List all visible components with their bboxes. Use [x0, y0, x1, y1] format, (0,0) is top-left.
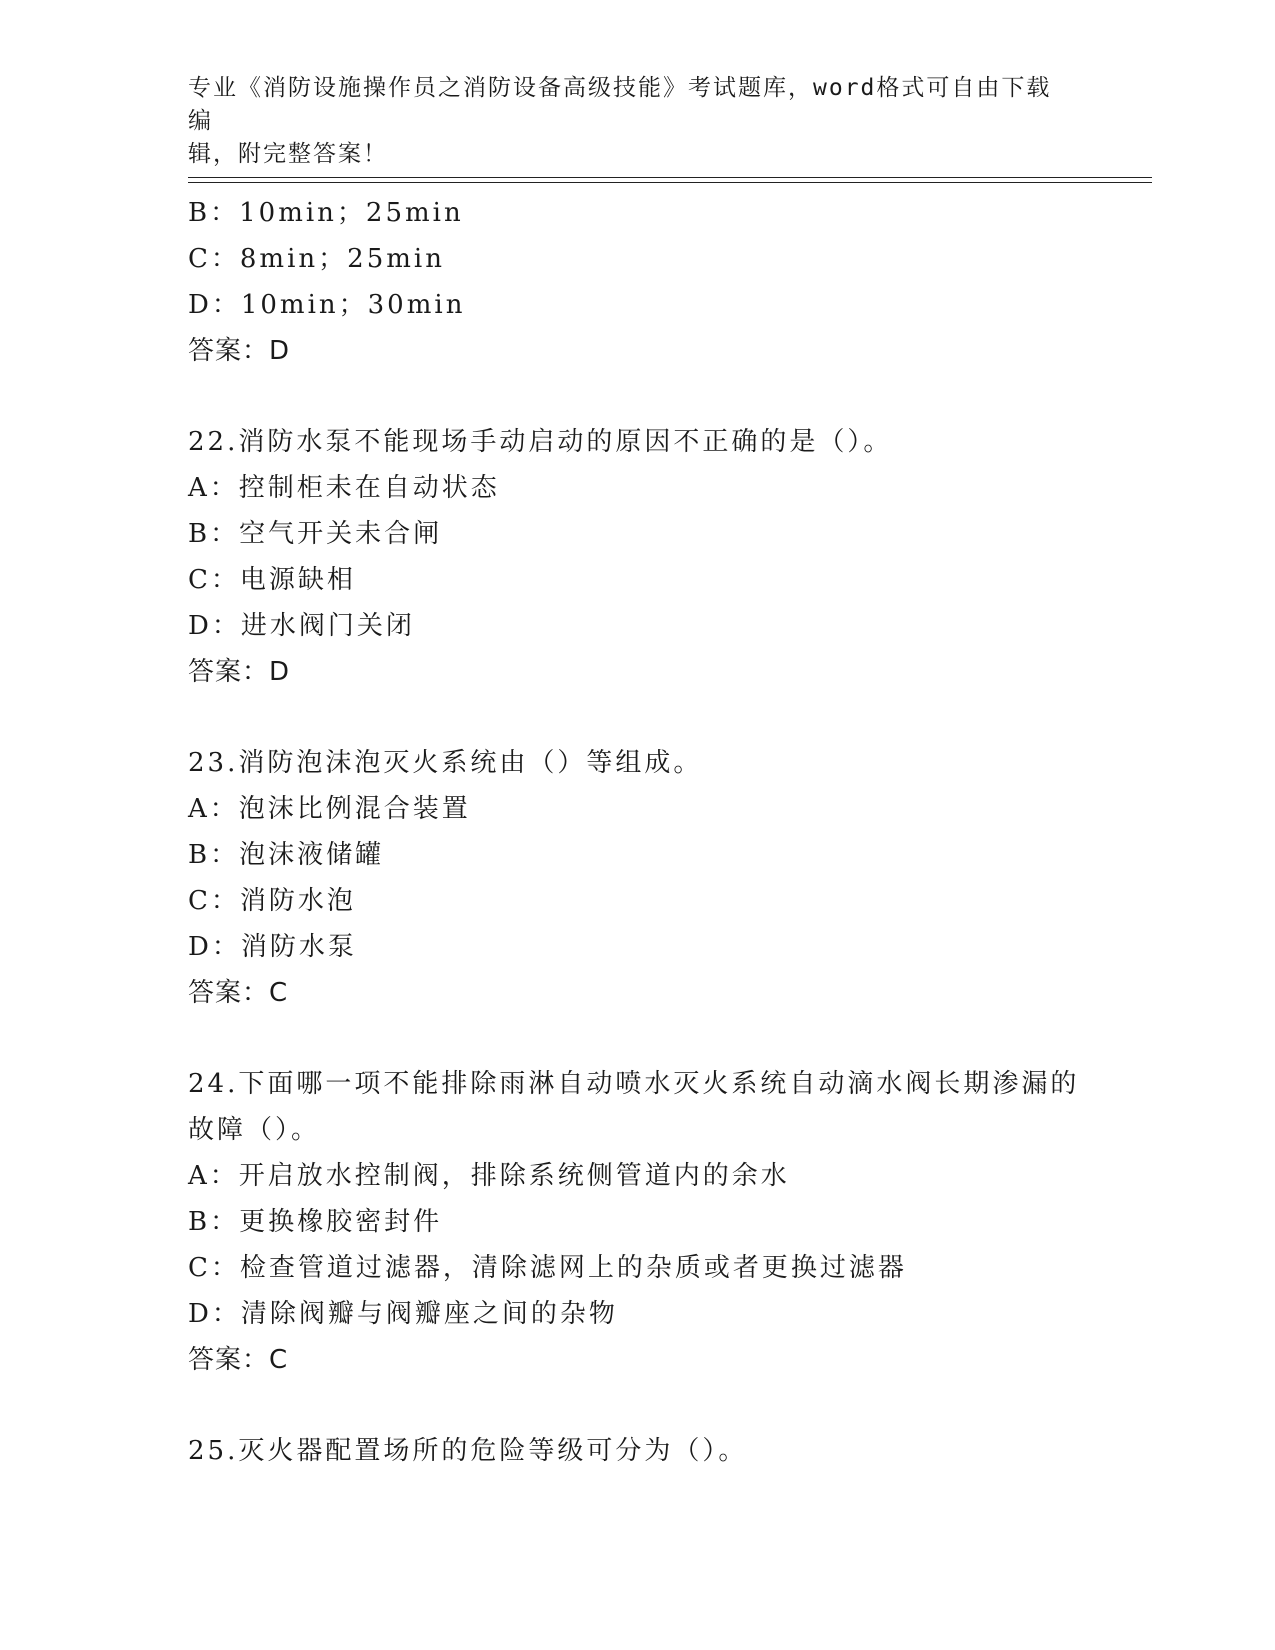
- question-stem: 22.消防水泵不能现场手动启动的原因不正确的是（）。: [188, 427, 893, 457]
- option-a: A：开启放水控制阀，排除系统侧管道内的余水: [188, 1161, 790, 1191]
- question-stem-line-2: 故障（）。: [188, 1115, 321, 1145]
- option-d: D：清除阀瓣与阀瓣座之间的杂物: [188, 1299, 618, 1329]
- option-b: B：10min；25min: [188, 198, 464, 228]
- option-b: B：更换橡胶密封件: [188, 1207, 443, 1237]
- question-25: [188, 1428, 1108, 1474]
- document-header: [188, 72, 1068, 171]
- option-d: D：进水阀门关闭: [188, 611, 415, 641]
- answer-line: 答案：D: [188, 336, 291, 366]
- answer-line: 答案：C: [188, 1345, 289, 1375]
- option-c: C：电源缺相: [188, 565, 356, 595]
- question-stem-line-1: 24.下面哪一项不能排除雨淋自动喷水灭火系统自动滴水阀长期渗漏的: [188, 1069, 1080, 1099]
- answer-line: 答案：D: [188, 657, 291, 687]
- option-b: B：空气开关未合闸: [188, 519, 443, 549]
- header-line-1: 专业《消防设施操作员之消防设备高级技能》考试题库，word格式可自由下载编: [188, 75, 1052, 134]
- option-d: D：10min；30min: [188, 290, 466, 320]
- option-b: B：泡沫液储罐: [188, 840, 385, 870]
- question-23: [188, 740, 1108, 1016]
- answer-line: 答案：C: [188, 978, 289, 1008]
- option-a: A：控制柜未在自动状态: [188, 473, 500, 503]
- question-stem: 23.消防泡沫泡灭火系统由（）等组成。: [188, 748, 703, 778]
- option-c: C：检查管道过滤器，清除滤网上的杂质或者更换过滤器: [188, 1253, 907, 1283]
- question-24: [188, 1061, 1108, 1383]
- question-stem: 25.灭火器配置场所的危险等级可分为（）。: [188, 1436, 748, 1466]
- option-c: C：8min；25min: [188, 244, 445, 274]
- header-line-2: 辑，附完整答案！: [188, 141, 388, 167]
- question-22: [188, 419, 1108, 695]
- option-c: C：消防水泡: [188, 886, 356, 916]
- prev-question-block: [188, 190, 1108, 374]
- option-a: A：泡沫比例混合装置: [188, 794, 471, 824]
- question-content: [188, 190, 1108, 1474]
- option-d: D：消防水泵: [188, 932, 357, 962]
- header-divider-top: [188, 177, 1152, 178]
- header-divider-bottom: [188, 182, 1152, 183]
